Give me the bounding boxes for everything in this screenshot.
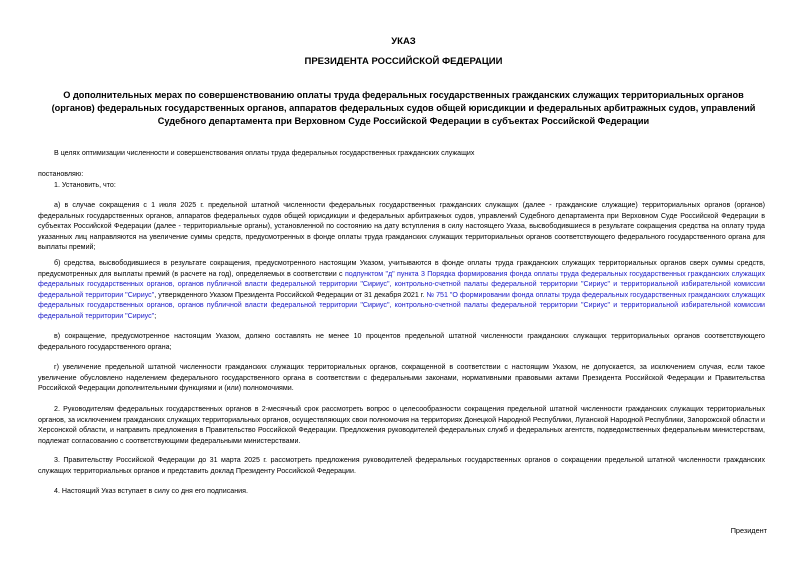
item-1b-text-start: б) средства, высвободившиеся в результате сокращения, предусмотренного настоящим Указом, учитываются в фонде оплаты труда гражданских служащих территориальных органов сверх суммы средств, предусмотренных для выплаты премий (в расчете на год), определяемых в соответствии с bbox=[38, 259, 765, 278]
item-1c: в) сокращение, предусмотренное настоящим Указом, должно составлять не менее 10 процентов предельной штатной численности гражданских служащих территориальных органов соответствующего федерального государственного органа; bbox=[38, 332, 765, 351]
item-1a: а) в случае сокращения с 1 июля 2025 г. предельной штатной численности федеральных государственных гражданских служащих (далее - гражданские служащие) территориальных органов (органов) федеральных государственных органов, аппаратов федеральных судов общей юрисдикции и федеральных арбитражных судов, управлений Судебного департамента при Верховном Суде Российской Федерации в субъектах Российской Федерации (далее - территориальные органы), установленной по состоянию на дату вступления в силу настоящего Указа, высвободившиеся в результате сокращения средства на оплату труда указанных лиц направляются на увеличение суммы средств, предусмотренных в фонде оплаты труда гражданских служащих территориальных органов соответствующего федерального государственного органа для выплаты премий; bbox=[38, 201, 765, 252]
item-4: 4. Настоящий Указ вступает в силу со дня его подписания. bbox=[54, 487, 248, 495]
item-2: 2. Руководителям федеральных государственных органов в 2-месячный срок рассмотреть вопрос о целесообразности сокращения предельной штатной численности гражданских служащих территориальных органов, за исключением гражданских служащих территориальных органов, осуществляющих свои полномочия на территориях Донецкой Народной Республики, Луганской Народной Республики, Запорожской области и Херсонской области, и направить предложения в Правительство Российской Федерации. Предложения руководителей федеральных служб и федеральных агентств, подведомственных федеральным министерствам, подлежат согласованию с соответствующими федеральными министерствами. bbox=[38, 405, 765, 445]
preamble: В целях оптимизации численности и совершенствования оплаты труда федеральных государственных гражданских служащих bbox=[54, 149, 475, 157]
document-subject: О дополнительных мерах по совершенствованию оплаты труда федеральных государственных гражданских служащих территориальных органов (органов) федеральных государственных органов, аппаратов федеральных судов общей юрисдикции и федеральных арбитражных судов, управлений Судебного департамента при Верховном Суде Российской Федерации в субъектах Российской Федерации bbox=[51, 90, 756, 126]
document-subtitle: ПРЕЗИДЕНТА РОССИЙСКОЙ ФЕДЕРАЦИИ bbox=[304, 56, 503, 67]
item-1b-text-mid: , утвержденного Указом Президента Российской Федерации от 31 декабря 2021 г. bbox=[154, 290, 427, 299]
item-1: 1. Установить, что: bbox=[54, 181, 116, 189]
decree-751-link[interactable]: № 751 "О формировании фонда оплаты труда федеральных государственных гражданских служащих федеральных государственных органов, органов публичной власти федеральной территории "Сириус", контрольно-счетной палаты федеральной территории "Сириус" и территориальной избирательной комиссии федеральной территории "Сириус" bbox=[38, 290, 765, 320]
item-1b-text-end: ; bbox=[154, 311, 157, 320]
order-link[interactable]: подпунктом "д" пункта 3 Порядка формирования фонда оплаты труда федеральных государственных гражданских служащих федеральных государственных органов, органов публичной власти федеральной территории "Сириус", контрольно-счетной палаты федеральной территории "Сириус" и территориальной избирательной комиссии федеральной территории "Сириус" bbox=[38, 269, 765, 299]
item-1b bbox=[38, 258, 765, 322]
item-1d: г) увеличение предельной штатной численности гражданских служащих территориальных органов, сокращенной в соответствии с настоящим Указом, не допускается, за исключением случая, если такое увеличение обусловлено наделением федерального государственного органа в соответствии с федеральными законами, нормативными правовыми актами Президента Российской Федерации и Правительства Российской Федерации дополнительными функциями и (или) полномочиями. bbox=[38, 363, 765, 393]
decree-word: постановляю: bbox=[38, 170, 84, 178]
item-3: 3. Правительству Российской Федерации до 31 марта 2025 г. рассмотреть предложения руководителей федеральных государственных органов о сокращении предельной штатной численности гражданских служащих территориальных органов и представить доклад Президенту Российской Федерации. bbox=[38, 456, 765, 475]
document-title: УКАЗ bbox=[391, 36, 416, 47]
signature-label: Президент bbox=[730, 526, 767, 535]
